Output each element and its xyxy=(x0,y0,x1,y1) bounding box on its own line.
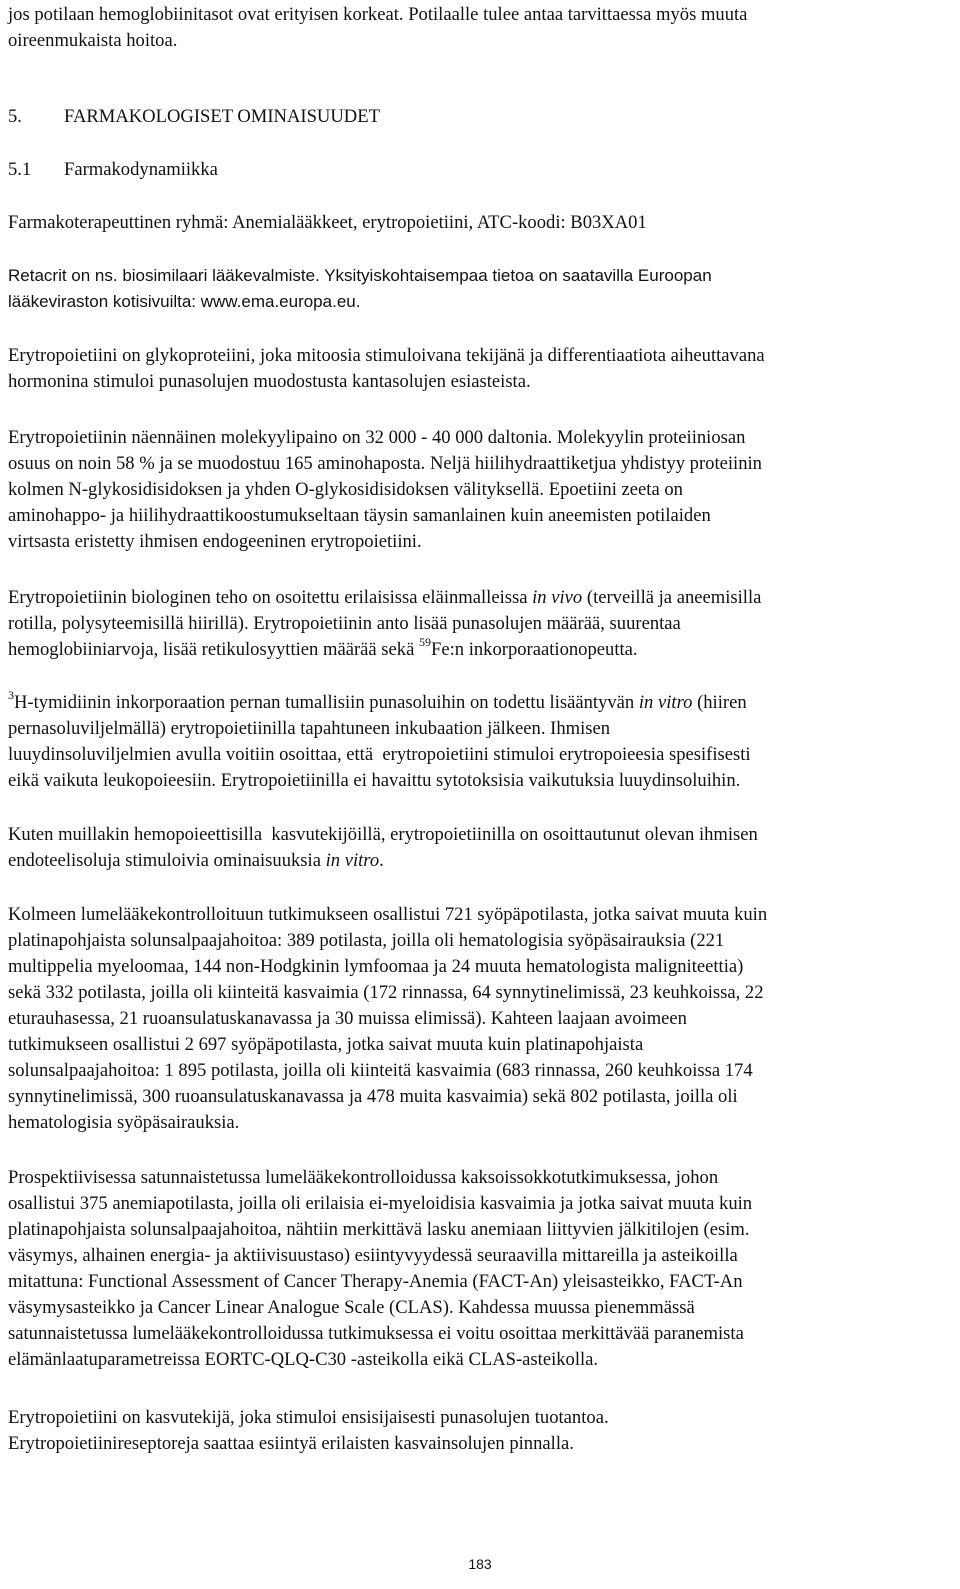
growth-factor-paragraph: Erytropoietiini on kasvutekijä, joka stimuloi ensisijaisesti punasolujen tuotantoa. Erytropoietiinireseptoreja saattaa esiintyä erilaisten kasvainsolujen pinnalla. xyxy=(8,1407,609,1454)
molecular-weight-paragraph: Erytropoietiinin näennäinen molekyylipaino on 32 000 - 40 000 daltonia. Molekyylin proteiiniosan osuus on noin 58 % ja se muodostuu 165 aminohaposta. Neljä hiilihydraattiketjua yhdistyy proteiinin kolmen N-glykosidisidoksen ja yhden O-glykosidisidoksen välityksellä. Epoetiini zeeta on aminohappo- ja hiilihydraattikoostumukseltaan täysin samanlainen kuin aneemisten potilaiden virtsasta eristetty ihmisen endogeeninen erytropoietiini. xyxy=(8,427,762,552)
section-5-1-title: Farmakodynamiikka xyxy=(64,159,218,180)
biological-effect-paragraph: Erytropoietiinin biologinen teho on osoitettu erilaisissa eläinmalleissa in vivo (terveillä ja aneemisilla rotilla, polysyteemisillä hiirillä). Erytropoietiinin anto lisää punasolujen määrää, suurentaa hemoglobiiniarvoja, lisää retikulosyyttien määrää sekä $^{59}$Fe:n inkorporaationopeutta. xyxy=(8,587,762,660)
section-5-title: FARMAKOLOGISET OMINAISUUDET xyxy=(64,106,380,127)
prospective-study-paragraph: Prospektiivisessa satunnaistetussa lumelääkekontrolloidussa kaksoissokkotutkimuksessa, johon osallistui 375 anemiapotilasta, joilla oli erilaisia ei-myeloidisia kasvaimia ja jotka saivat muuta kuin platinapohjaista solunsalpaajahoitoa, nähtiin merkittävä lasku anemiaan liittyvien jälkitilojen (esim. väsymys, alhainen energia- ja aktiivisuustaso) esiintyvyydessä seuraavilla mittareilla ja asteikoilla mitattuna: Functional Assessment of Cancer Therapy-Anemia (FACT-An) yleisasteikko, FACT-An väsymysasteikko ja Cancer Linear Analogue Scale (CLAS). Kahdessa muussa pienemmässä satunnaistetussa lumelääkekontrolloidussa tutkimuksessa ei voitu osoittaa merkittävää paranemista elämänlaatuparametreissa EORTC-QLQ-C30 -asteikolla eikä CLAS-asteikolla. xyxy=(8,1167,753,1370)
retacrit-paragraph: Retacrit on ns. biosimilaari lääkevalmiste. Yksityiskohtaisempaa tietoa on saatavilla Euroopan lääkeviraston kotisivuilta: www.ema.europa.eu. xyxy=(8,266,712,311)
pharmacotherapeutic-group-paragraph: Farmakoterapeuttinen ryhmä: Anemialääkkeet, erytropoietiini, ATC-koodi: B03XA01 xyxy=(8,212,647,233)
erythropoietin-definition-paragraph: Erytropoietiini on glykoproteiini, joka mitoosia stimuloivana tekijänä ja differentiaatiota aiheuttavana hormonina stimuloi punasolujen muodostusta kantasolujen esiasteista. xyxy=(8,345,765,392)
section-5-1-number: 5.1 xyxy=(8,159,32,180)
section-5-number: 5. xyxy=(8,106,22,127)
page-number: 183 xyxy=(468,1556,492,1572)
clinical-trials-paragraph: Kolmeen lumelääkekontrolloituun tutkimukseen osallistui 721 syöpäpotilasta, jotka saivat muuta kuin platinapohjaista solunsalpaajahoitoa: 389 potilasta, joilla oli hematologisia syöpäsairauksia (221 multippelia myeloomaa, 144 non-Hodgkinin lymfoomaa ja 24 muuta hematologista maligniteettia) sekä 332 potilasta, joilla oli kiinteitä kasvaimia (172 rinnassa, 64 synnytinelimissä, 23 keuhkoissa, 22 eturauhasessa, 21 ruoansulatuskanavassa ja 30 muissa elimissä). Kahteen laajaan avoimeen tutkimukseen osallistui 2 697 syöpäpotilasta, jotka saivat muuta kuin platinapohjaista solunsalpaajahoitoa: 1 895 potilasta, joilla oli kiinteitä kasvaimia (683 rinnassa, 260 keuhkoissa 174 synnytinelimissä, 300 ruoansulatuskanavassa ja 478 muita kasvaimia) sekä 802 potilasta, joilla oli hematologisia syöpäsairauksia. xyxy=(8,904,768,1133)
hemopoietic-paragraph: Kuten muillakin hemopoieettisilla kasvutekijöillä, erytropoietiinilla on osoittautunut olevan ihmisen endoteelisoluja stimuloivia ominaisuuksia in vitro. xyxy=(8,824,758,871)
thymidine-paragraph: $^3$H-tymidiinin inkorporaation pernan tumallisiin punasoluihin on todettu lisääntyvän in vitro (hiiren pernasoluviljelmällä) erytropoietiinilla tapahtuneen inkubaation jälkeen. Ihmisen luuydinsoluviljelmien avulla voitiin osoittaa, että erytropoietiini stimuloi erytropoieesia spesifisesti eikä vaikuta leukopoieesiin. Erytropoietiinilla ei havaittu sytotoksisia vaikutuksia luuydinsoluihin. xyxy=(8,687,751,791)
intro-paragraph: jos potilaan hemoglobiinitasot ovat erityisen korkeat. Potilaalle tulee antaa tarvittaessa myös muuta oireenmukaista hoitoa. xyxy=(8,4,748,51)
